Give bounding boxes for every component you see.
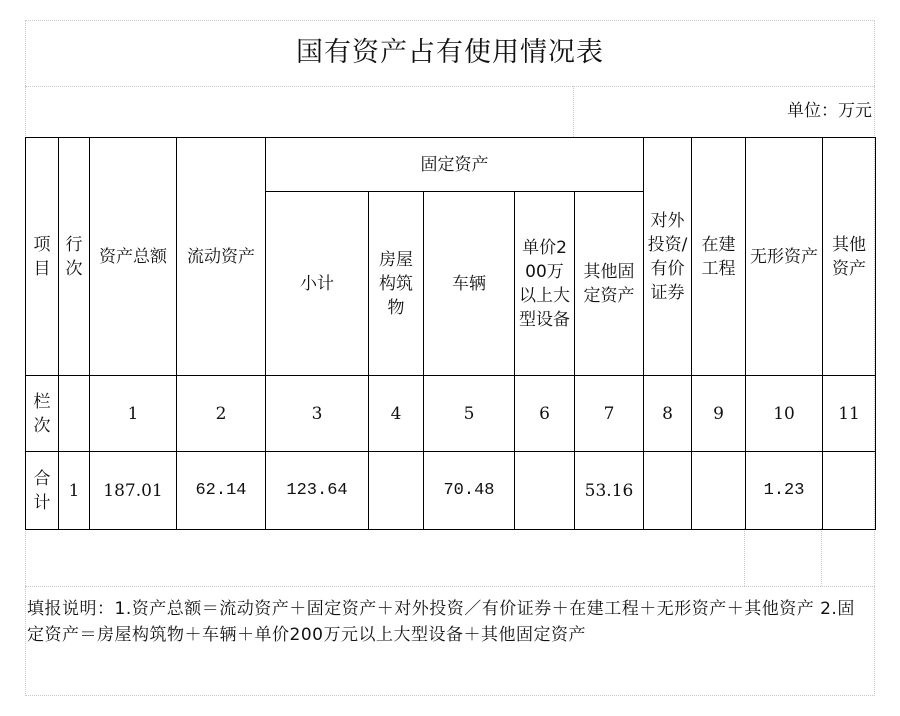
column-number-cell: 7: [575, 376, 644, 452]
header-intangible: 无形资产: [746, 138, 823, 376]
unit-label: 单位：万元: [787, 101, 872, 121]
intangible-value: 1.23: [746, 452, 823, 530]
header-other-fixed: 其他固定资产: [575, 192, 644, 376]
grid-line: [25, 86, 875, 87]
total-row-no: 1: [59, 452, 90, 530]
column-number-cell: 9: [692, 376, 746, 452]
header-item: 项目: [26, 138, 59, 376]
header-total-assets: 资产总额: [90, 138, 177, 376]
grid-line: [573, 86, 574, 137]
column-number-cell: 1: [90, 376, 177, 452]
column-number-cell: 4: [369, 376, 424, 452]
asset-table: [25, 137, 876, 530]
header-current-assets: 流动资产: [177, 138, 266, 376]
header-construction: 在建工程: [692, 138, 746, 376]
column-number-cell: 10: [746, 376, 823, 452]
grid-line: [821, 528, 822, 586]
header-buildings: 房屋构筑物: [369, 192, 424, 376]
buildings-value: [369, 452, 424, 530]
total-assets-value: 187.01: [90, 452, 177, 530]
column-number-cell: 8: [644, 376, 692, 452]
grid-line: [25, 586, 875, 587]
column-number-label: 栏次: [26, 376, 59, 452]
column-number-cell: 3: [266, 376, 369, 452]
vehicles-value: 70.48: [424, 452, 515, 530]
column-number-cell: 11: [823, 376, 876, 452]
grid-line: [744, 528, 745, 586]
page-title: 国有资产占有使用情况表: [296, 37, 604, 68]
header-external-invest: 对外投资/有价证券: [644, 138, 692, 376]
header-large-equipment: 单价200万以上大型设备: [515, 192, 575, 376]
header-vehicles: 车辆: [424, 192, 515, 376]
construction-value: [692, 452, 746, 530]
subtotal-value: 123.64: [266, 452, 369, 530]
header-other-assets: 其他资产: [823, 138, 876, 376]
other-fixed-value: 53.16: [575, 452, 644, 530]
external-invest-value: [644, 452, 692, 530]
header-fixed-assets: 固定资产: [266, 138, 644, 192]
header-row-no: 行次: [59, 138, 90, 376]
filling-instructions: 填报说明：1.资产总额＝流动资产＋固定资产＋对外投资／有价证券＋在建工程＋无形资产＋其他资产 2.固定资产＝房屋构筑物＋车辆＋单价200万元以上大型设备＋其他固定资产: [27, 599, 855, 645]
other-assets-value: [823, 452, 876, 530]
large-equipment-value: [515, 452, 575, 530]
column-number-cell: 5: [424, 376, 515, 452]
column-number-cell: 6: [515, 376, 575, 452]
current-assets-value: 62.14: [177, 452, 266, 530]
column-number-cell: [59, 376, 90, 452]
total-row-label: 合计: [26, 452, 59, 530]
header-subtotal: 小计: [266, 192, 369, 376]
column-number-cell: 2: [177, 376, 266, 452]
